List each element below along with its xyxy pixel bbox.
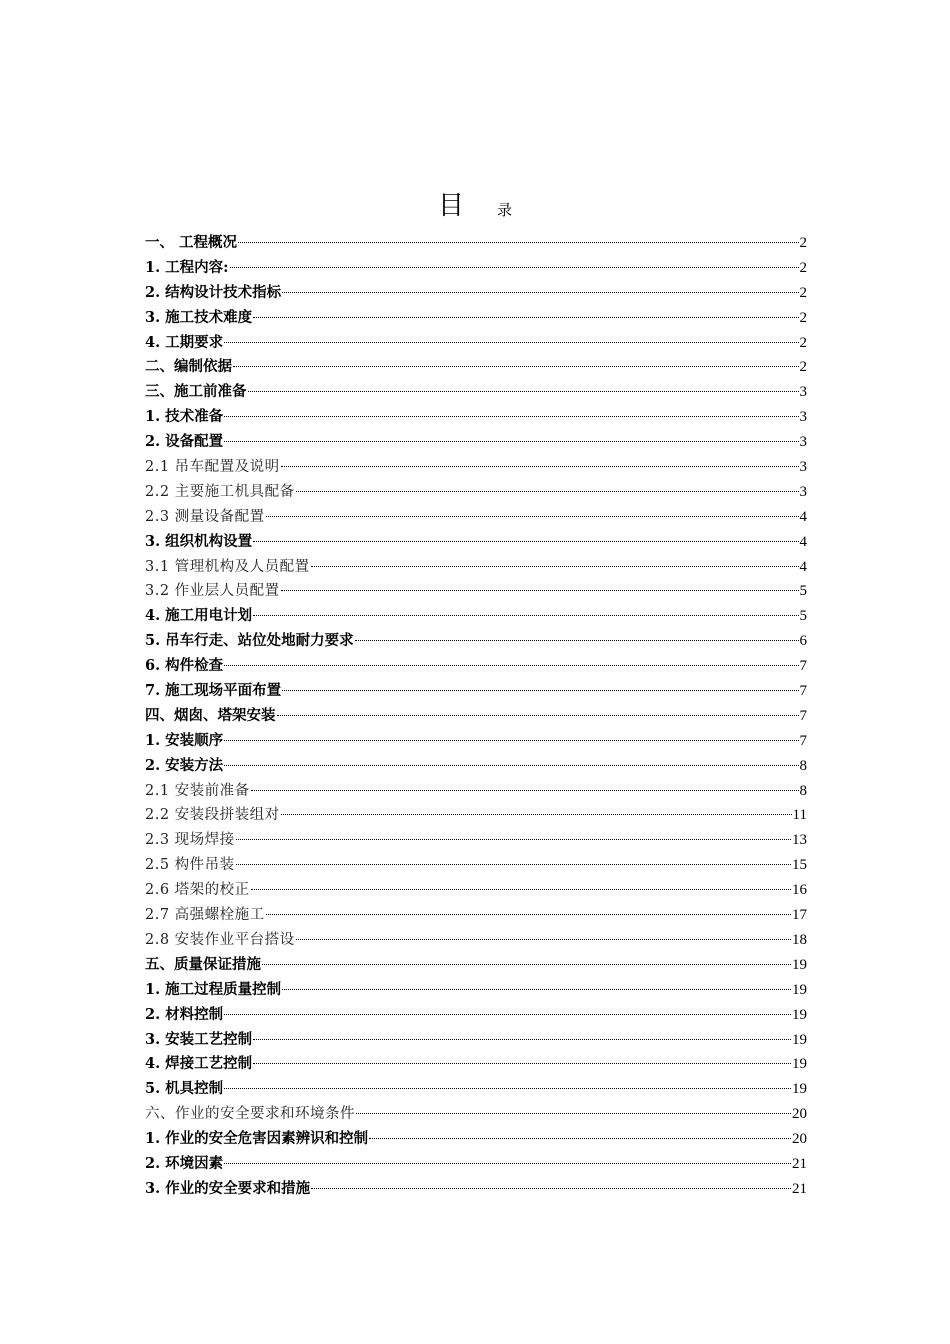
- toc-entry[interactable]: [145, 1152, 807, 1177]
- toc-entry-page-number: 2: [799, 284, 807, 301]
- toc-entry-label: 3. 施工技术难度: [145, 308, 253, 326]
- toc-entry-page-number: 7: [799, 658, 807, 675]
- toc-entry-page-number: 13: [792, 832, 807, 849]
- toc-entry[interactable]: [145, 928, 807, 953]
- toc-entry-label: 1. 安装顺序: [145, 731, 224, 749]
- toc-entry-label: 2. 材料控制: [145, 1005, 224, 1023]
- title-char-1: 目: [438, 191, 465, 221]
- toc-dot-leader: [296, 939, 791, 940]
- toc-entry-label: 3. 作业的安全要求和措施: [145, 1179, 311, 1197]
- toc-entry-page-number: 4: [799, 558, 807, 575]
- toc-entry-page-number: 20: [792, 1131, 807, 1148]
- toc-dot-leader: [224, 342, 798, 343]
- toc-dot-leader: [266, 516, 799, 517]
- toc-entry-label: 2.1 安装前准备: [145, 782, 250, 799]
- title-char-2: 录: [497, 201, 513, 219]
- toc-dot-leader: [282, 989, 791, 990]
- table-of-contents: [145, 231, 807, 1202]
- toc-dot-leader: [251, 790, 799, 791]
- toc-entry[interactable]: [145, 1127, 807, 1152]
- toc-entry[interactable]: [145, 604, 807, 629]
- toc-entry-page-number: 3: [799, 434, 807, 451]
- toc-entry-label: 2. 设备配置: [145, 433, 224, 451]
- toc-entry-page-number: 19: [792, 956, 807, 973]
- toc-entry[interactable]: [145, 331, 807, 356]
- toc-entry[interactable]: [145, 1102, 807, 1127]
- toc-entry[interactable]: [145, 281, 807, 306]
- toc-entry-label: 3.1 管理机构及人员配置: [145, 558, 310, 575]
- toc-dot-leader: [224, 740, 798, 741]
- toc-entry-label: 2.2 主要施工机具配备: [145, 483, 295, 500]
- toc-entry-label: 2.6 塔架的校正: [145, 882, 250, 899]
- toc-entry[interactable]: [145, 306, 807, 331]
- toc-entry[interactable]: [145, 1077, 807, 1102]
- toc-entry-page-number: 15: [792, 857, 807, 874]
- toc-entry[interactable]: [145, 1177, 807, 1202]
- toc-entry-page-number: 4: [799, 508, 807, 525]
- toc-entry-page-number: 19: [792, 1056, 807, 1073]
- toc-entry-label: 2.7 高强螺栓施工: [145, 907, 265, 924]
- toc-entry-page-number: 19: [792, 1031, 807, 1048]
- toc-entry[interactable]: [145, 1028, 807, 1053]
- toc-dot-leader: [230, 267, 799, 268]
- toc-dot-leader: [281, 814, 792, 815]
- toc-dot-leader: [238, 242, 798, 243]
- toc-dot-leader: [262, 964, 791, 965]
- toc-dot-leader: [248, 391, 799, 392]
- toc-entry-label: 1. 施工过程质量控制: [145, 980, 282, 998]
- toc-entry-label: 3.2 作业层人员配置: [145, 583, 280, 600]
- toc-entry[interactable]: [145, 1003, 807, 1028]
- toc-entry[interactable]: [145, 779, 807, 804]
- toc-dot-leader: [224, 441, 798, 442]
- toc-dot-leader: [224, 416, 798, 417]
- toc-entry-label: 六、作业的安全要求和环境条件: [145, 1106, 355, 1123]
- toc-entry-label: 3. 安装工艺控制: [145, 1030, 253, 1048]
- toc-dot-leader: [236, 864, 791, 865]
- toc-dot-leader: [355, 640, 799, 641]
- toc-entry[interactable]: [145, 555, 807, 580]
- toc-entry-label: 2.5 构件吊装: [145, 857, 235, 874]
- toc-entry-label: 2. 结构设计技术指标: [145, 283, 282, 301]
- toc-entry-label: 四、烟囱、塔架安装: [145, 706, 276, 724]
- toc-entry-page-number: 2: [799, 334, 807, 351]
- toc-dot-leader: [224, 1014, 791, 1015]
- toc-entry[interactable]: [145, 355, 807, 380]
- toc-entry-page-number: 16: [792, 882, 807, 899]
- toc-dot-leader: [224, 665, 798, 666]
- toc-entry[interactable]: [145, 803, 807, 828]
- toc-entry-page-number: 8: [799, 782, 807, 799]
- toc-entry-label: 3. 组织机构设置: [145, 532, 253, 550]
- toc-entry-label: 5. 吊车行走、站位处地耐力要求: [145, 632, 354, 650]
- toc-entry[interactable]: [145, 828, 807, 853]
- toc-entry-label: 4. 工期要求: [145, 333, 224, 351]
- toc-entry-label: 二、编制依据: [145, 358, 232, 376]
- toc-entry-page-number: 4: [799, 533, 807, 550]
- toc-entry-label: 1. 技术准备: [145, 408, 224, 426]
- toc-entry[interactable]: [145, 405, 807, 430]
- toc-entry-label: 2.3 测量设备配置: [145, 508, 265, 525]
- toc-entry-label: 1. 作业的安全危害因素辨识和控制: [145, 1130, 369, 1148]
- toc-entry-page-number: 5: [799, 583, 807, 600]
- toc-dot-leader: [224, 765, 798, 766]
- toc-dot-leader: [311, 566, 799, 567]
- toc-dot-leader: [281, 466, 799, 467]
- toc-dot-leader: [277, 715, 799, 716]
- toc-entry[interactable]: [145, 903, 807, 928]
- toc-entry-label: 7. 施工现场平面布置: [145, 682, 282, 700]
- toc-entry-page-number: 19: [792, 1006, 807, 1023]
- toc-entry-page-number: 3: [799, 409, 807, 426]
- toc-dot-leader: [253, 317, 798, 318]
- toc-entry-page-number: 7: [799, 732, 807, 749]
- toc-entry[interactable]: [145, 579, 807, 604]
- toc-entry[interactable]: [145, 679, 807, 704]
- toc-entry-label: 1. 工程内容:: [145, 258, 229, 276]
- toc-entry-page-number: 7: [799, 707, 807, 724]
- toc-dot-leader: [296, 491, 799, 492]
- toc-dot-leader: [253, 1063, 791, 1064]
- toc-entry-page-number: 2: [799, 259, 807, 276]
- toc-entry-page-number: 20: [792, 1106, 807, 1123]
- toc-entry-page-number: 11: [792, 807, 807, 824]
- toc-entry[interactable]: [145, 654, 807, 679]
- toc-entry-page-number: 19: [792, 1081, 807, 1098]
- toc-dot-leader: [369, 1138, 791, 1139]
- toc-entry[interactable]: [145, 231, 807, 256]
- toc-dot-leader: [253, 615, 798, 616]
- toc-entry-page-number: 2: [799, 309, 807, 326]
- toc-dot-leader: [251, 889, 791, 890]
- toc-entry-label: 2.3 现场焊接: [145, 832, 235, 849]
- toc-entry[interactable]: [145, 878, 807, 903]
- toc-entry[interactable]: [145, 1052, 807, 1077]
- toc-entry[interactable]: [145, 853, 807, 878]
- toc-entry-label: 4. 焊接工艺控制: [145, 1055, 253, 1073]
- toc-entry-label: 2. 环境因素: [145, 1154, 224, 1172]
- toc-entry[interactable]: [145, 505, 807, 530]
- toc-entry-label: 一、 工程概况: [145, 234, 238, 251]
- toc-dot-leader: [224, 1088, 791, 1089]
- toc-entry-label: 5. 机具控制: [145, 1080, 224, 1098]
- toc-dot-leader: [236, 839, 791, 840]
- toc-entry-label: 4. 施工用电计划: [145, 607, 253, 625]
- toc-entry-page-number: 3: [799, 384, 807, 401]
- toc-entry[interactable]: [145, 978, 807, 1003]
- toc-entry-page-number: 2: [799, 235, 807, 251]
- toc-entry-label: 2.8 安装作业平台搭设: [145, 931, 295, 948]
- toc-entry-page-number: 18: [792, 931, 807, 948]
- toc-entry-label: 2. 安装方法: [145, 756, 224, 774]
- toc-entry[interactable]: [145, 704, 807, 729]
- toc-dot-leader: [224, 1163, 791, 1164]
- page-title: [0, 190, 950, 230]
- toc-entry-page-number: 3: [799, 459, 807, 476]
- toc-entry[interactable]: [145, 629, 807, 654]
- toc-entry-page-number: 17: [792, 907, 807, 924]
- toc-dot-leader: [233, 366, 799, 367]
- toc-entry-label: 三、施工前准备: [145, 383, 247, 401]
- toc-entry[interactable]: [145, 953, 807, 978]
- toc-entry-page-number: 2: [799, 359, 807, 376]
- toc-dot-leader: [253, 1039, 791, 1040]
- toc-entry-label: 6. 构件检查: [145, 657, 224, 675]
- toc-entry[interactable]: [145, 455, 807, 480]
- toc-entry-page-number: 21: [792, 1155, 807, 1172]
- toc-entry-page-number: 8: [799, 757, 807, 774]
- toc-entry-page-number: 19: [792, 981, 807, 998]
- toc-entry-label: 2.2 安装段拼装组对: [145, 807, 280, 824]
- toc-dot-leader: [282, 690, 798, 691]
- toc-entry[interactable]: [145, 530, 807, 555]
- toc-dot-leader: [266, 914, 791, 915]
- toc-dot-leader: [253, 541, 798, 542]
- toc-entry[interactable]: [145, 380, 807, 405]
- toc-entry[interactable]: [145, 256, 807, 281]
- toc-entry-page-number: 21: [792, 1180, 807, 1197]
- toc-entry[interactable]: [145, 729, 807, 754]
- toc-dot-leader: [311, 1188, 791, 1189]
- toc-entry-page-number: 6: [799, 633, 807, 650]
- toc-entry-label: 2.1 吊车配置及说明: [145, 459, 280, 476]
- toc-entry-page-number: 5: [799, 608, 807, 625]
- toc-entry[interactable]: [145, 480, 807, 505]
- toc-entry[interactable]: [145, 754, 807, 779]
- toc-entry-page-number: 7: [799, 683, 807, 700]
- toc-entry-label: 五、质量保证措施: [145, 955, 261, 973]
- toc-dot-leader: [356, 1113, 791, 1114]
- toc-entry-page-number: 3: [799, 483, 807, 500]
- toc-entry[interactable]: [145, 430, 807, 455]
- toc-dot-leader: [282, 292, 798, 293]
- toc-dot-leader: [281, 590, 799, 591]
